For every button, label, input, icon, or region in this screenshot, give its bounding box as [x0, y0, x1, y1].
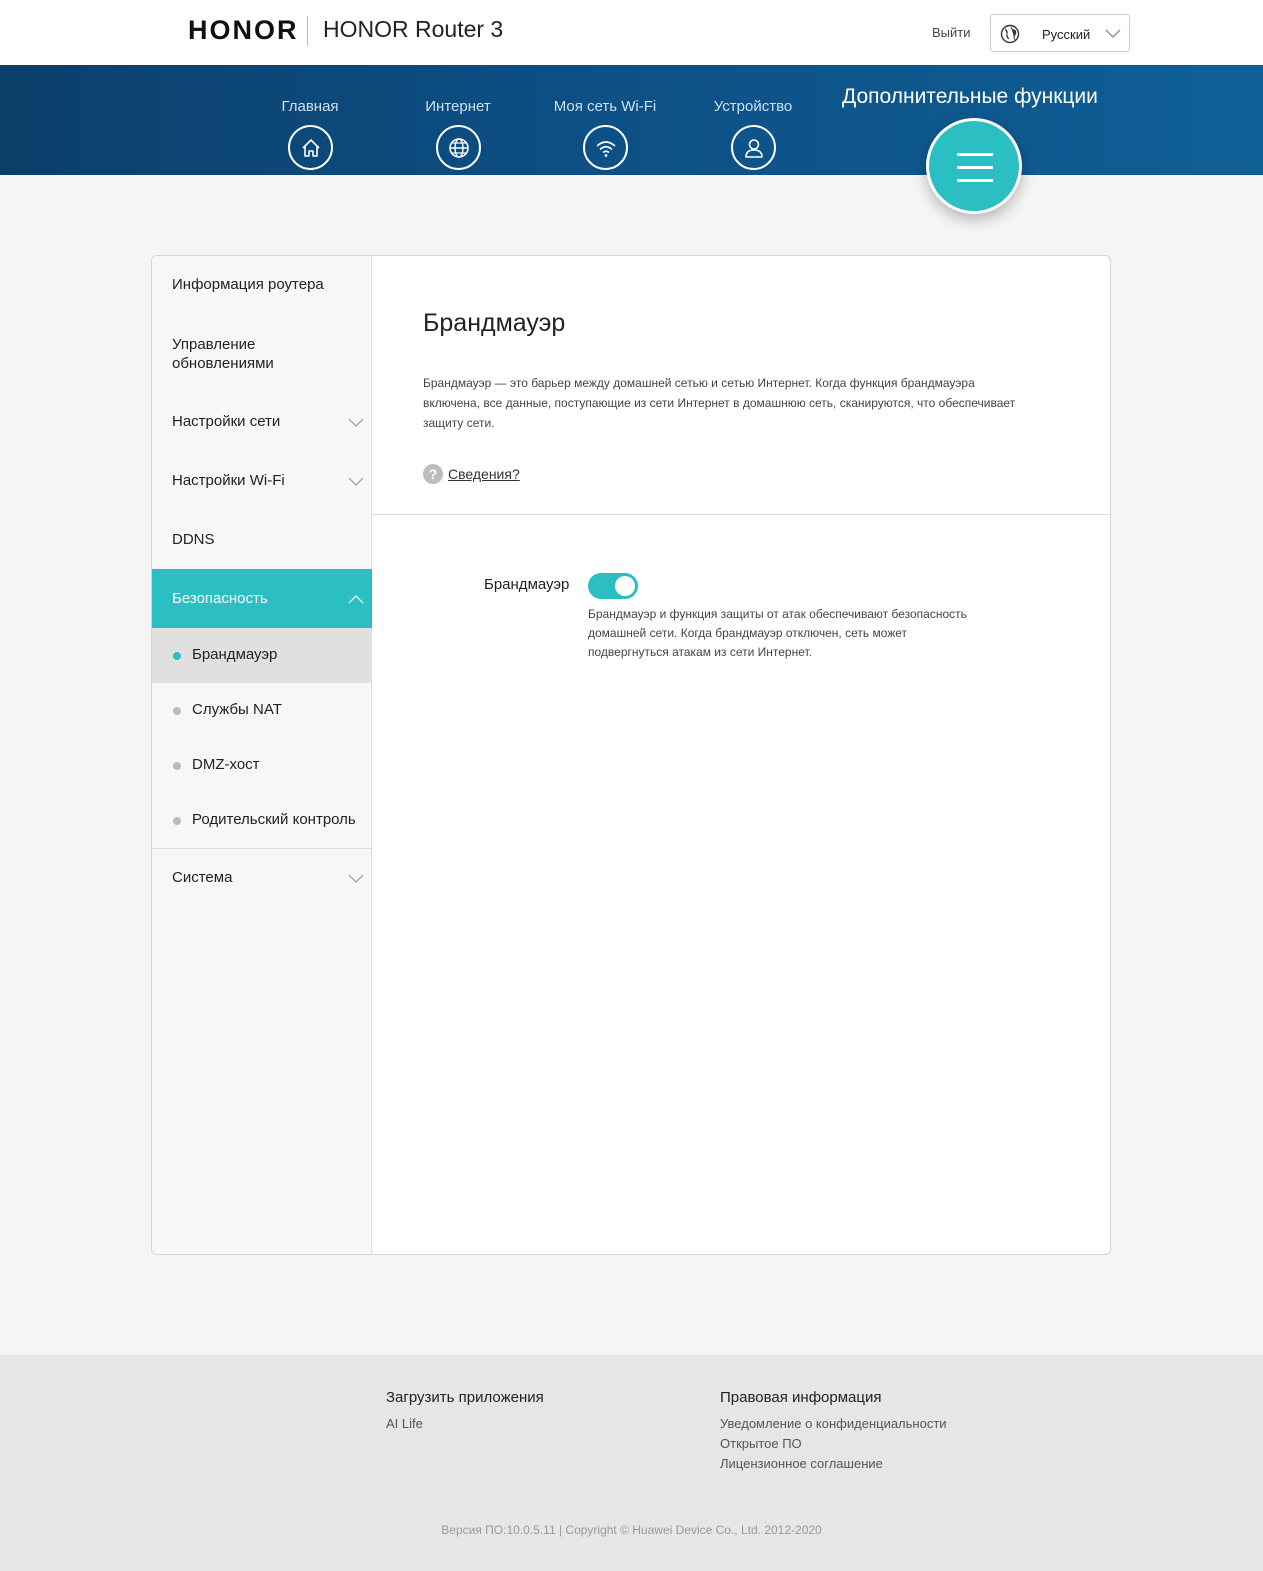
- firewall-label: Брандмауэр: [484, 576, 570, 593]
- sidebar-item-security[interactable]: [152, 569, 372, 628]
- sidebar-item-ddns[interactable]: [152, 531, 372, 548]
- sidebar-subitem-label: Брандмауэр: [192, 646, 278, 663]
- toggle-knob: [615, 576, 635, 596]
- main-panel: [151, 255, 1111, 1255]
- footer-legal-title: Правовая информация: [720, 1389, 882, 1406]
- sidebar-item-label: Информация роутера: [172, 276, 324, 293]
- bullet-dot: [173, 817, 181, 825]
- footer-link-privacy[interactable]: Уведомление о конфиденциальности: [720, 1416, 947, 1431]
- sidebar-subitem-label: Службы NAT: [192, 701, 282, 718]
- question-icon: ?: [423, 464, 443, 484]
- language-select[interactable]: [990, 14, 1130, 52]
- chevron-down-icon: [348, 874, 364, 884]
- sidebar: [152, 256, 372, 1255]
- nav-wifi-label: Моя сеть Wi-Fi: [553, 98, 657, 115]
- sidebar-item-label: Управление обновлениями: [172, 336, 274, 372]
- brand-logo[interactable]: HONOR: [188, 15, 299, 45]
- chevron-down-icon: [348, 477, 364, 487]
- sidebar-item-label: DDNS: [172, 531, 215, 548]
- nav-wifi[interactable]: [540, 98, 670, 175]
- footer-link-opensource[interactable]: Открытое ПО: [720, 1436, 802, 1451]
- sidebar-item-network[interactable]: [152, 413, 372, 430]
- globe-icon: [436, 125, 481, 170]
- chevron-down-icon: [1105, 27, 1121, 39]
- sidebar-subitem-nat[interactable]: [152, 683, 372, 738]
- firewall-toggle[interactable]: [588, 573, 638, 599]
- nav-home[interactable]: [245, 98, 375, 175]
- nav-devices-label: Устройство: [713, 98, 793, 115]
- nav-home-label: Главная: [281, 98, 339, 115]
- top-bar: [0, 0, 1263, 65]
- chevron-up-icon: [348, 594, 364, 604]
- nav-internet[interactable]: [393, 98, 523, 175]
- logout-link[interactable]: Выйти: [932, 25, 971, 40]
- menu-icon[interactable]: [926, 118, 1022, 214]
- sidebar-item-label: Безопасность: [172, 590, 268, 607]
- language-label: Русский: [1042, 27, 1091, 42]
- wifi-icon: [583, 125, 628, 170]
- sidebar-divider: [152, 848, 372, 849]
- chevron-down-icon: [348, 418, 364, 428]
- section-divider: [373, 514, 1111, 515]
- sidebar-item-label: Система: [172, 869, 233, 886]
- help-link-label: Сведения?: [448, 466, 520, 482]
- sidebar-subitem-dmz[interactable]: [152, 738, 372, 793]
- footer-link-license[interactable]: Лицензионное соглашение: [720, 1456, 883, 1471]
- footer: [0, 1355, 1263, 1571]
- nav-internet-label: Интернет: [425, 98, 491, 115]
- bullet-dot: [173, 762, 181, 770]
- sidebar-item-updates[interactable]: [152, 335, 352, 373]
- page-title: Брандмауэр: [423, 309, 566, 337]
- sidebar-subitem-parental[interactable]: [152, 793, 372, 848]
- bullet-dot: [173, 652, 181, 660]
- sidebar-subitem-label: Родительский контроль: [192, 811, 356, 828]
- sidebar-subitem-label: DMZ-хост: [192, 756, 260, 773]
- sidebar-subitem-firewall[interactable]: [152, 628, 372, 683]
- globe-icon: [1000, 24, 1020, 44]
- sidebar-item-label: Настройки Wi-Fi: [172, 472, 285, 489]
- footer-copyright: Версия ПО:10.0.5.11 | Copyright © Huawei Device Co., Ltd. 2012-2020: [441, 1523, 822, 1537]
- content-area: [373, 256, 1111, 1255]
- footer-apps-title: Загрузить приложения: [386, 1389, 544, 1406]
- sidebar-item-router-info[interactable]: [152, 276, 372, 293]
- footer-link-ai-life[interactable]: AI Life: [386, 1416, 423, 1431]
- sidebar-item-label: Настройки сети: [172, 413, 281, 430]
- bullet-dot: [173, 707, 181, 715]
- home-icon: [288, 125, 333, 170]
- nav-devices[interactable]: [688, 98, 818, 175]
- sidebar-item-wifi[interactable]: [152, 472, 372, 489]
- product-name: HONOR Router 3: [323, 16, 504, 42]
- sidebar-item-system[interactable]: [152, 869, 372, 886]
- logo-divider: [307, 16, 308, 46]
- main-nav: [0, 65, 1263, 175]
- user-icon: [731, 125, 776, 170]
- page-description: Брандмауэр — это барьер между домашней сетью и сетью Интернет. Когда функция брандмауэра включена, все данные, поступающие из сети Интернет в домашнюю сеть, сканируются, что обеспечивает защиту сети.: [423, 376, 1016, 430]
- nav-advanced-label[interactable]: Дополнительные функции: [842, 85, 1098, 108]
- firewall-description: Брандмауэр и функция защиты от атак обеспечивают безопасность домашней сети. Когда брандмауэр отключен, сеть может подвергнуться атакам из сети Интернет.: [588, 607, 967, 659]
